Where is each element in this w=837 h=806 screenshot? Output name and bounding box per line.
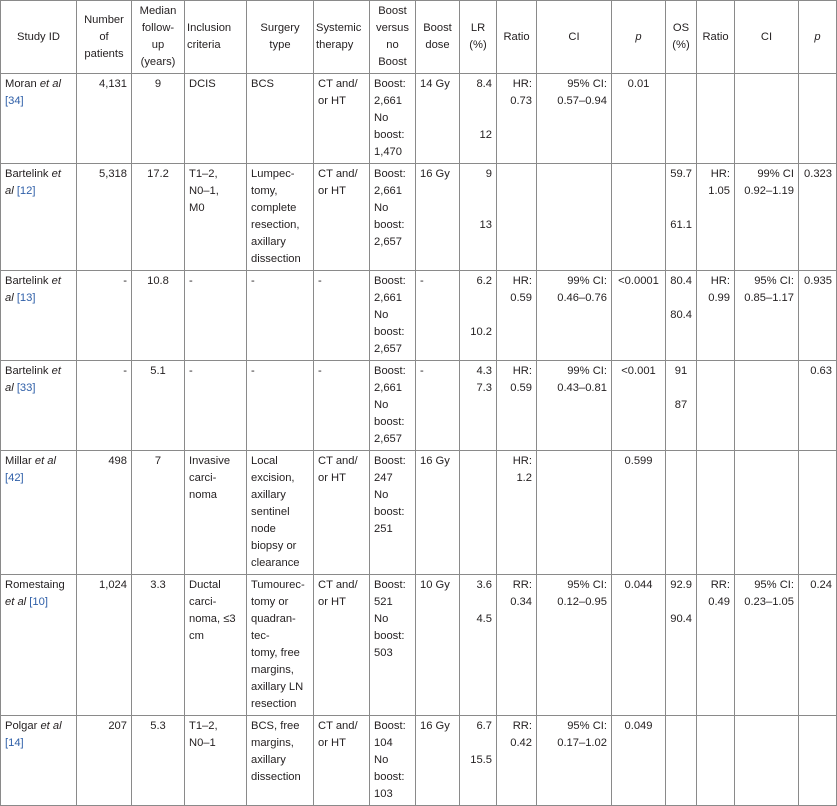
reference-link[interactable]: [13] bbox=[16, 292, 36, 304]
lr-boost-value: 6.2 bbox=[476, 275, 492, 287]
lr-boost-value: 4.3 bbox=[476, 365, 492, 377]
study-etal: et al bbox=[40, 720, 62, 732]
table-row bbox=[1, 575, 837, 716]
lr-ci-cell: 95% CI: 0.12–0.95 bbox=[537, 575, 612, 716]
os-p-cell bbox=[799, 716, 837, 806]
os-cell bbox=[666, 451, 697, 575]
table-row bbox=[1, 74, 837, 164]
lr-ci-cell bbox=[537, 451, 612, 575]
lr-boost-value: 9 bbox=[485, 168, 492, 180]
header-median-follow-up: Median follow- up (years) bbox=[132, 1, 185, 74]
os-ci-cell bbox=[735, 716, 799, 806]
surgery-cell: - bbox=[247, 271, 314, 361]
patients-cell: - bbox=[77, 271, 132, 361]
boost-cell: Boost: 247 No boost: 251 bbox=[370, 451, 416, 575]
boost-dose-cell: 16 Gy bbox=[416, 164, 460, 271]
study-etal: et al bbox=[34, 455, 56, 467]
systemic-cell: - bbox=[314, 361, 370, 451]
lr-cell bbox=[460, 164, 497, 271]
boost-cell: Boost: 2,661 No boost: 2,657 bbox=[370, 361, 416, 451]
lr-ratio-cell bbox=[497, 164, 537, 271]
os-ci-cell bbox=[735, 361, 799, 451]
study-etal: et al bbox=[39, 78, 61, 90]
header-inclusion-criteria: Inclusion criteria bbox=[185, 1, 247, 74]
header-os-percent: OS (%) bbox=[666, 1, 697, 74]
header-os-p: p bbox=[799, 1, 837, 74]
os-cell bbox=[666, 716, 697, 806]
inclusion-cell: T1–2, N0–1, M0 bbox=[185, 164, 247, 271]
lr-p-cell bbox=[612, 164, 666, 271]
lr-ratio-cell: RR: 0.42 bbox=[497, 716, 537, 806]
table-row bbox=[1, 271, 837, 361]
study-id-cell bbox=[1, 74, 77, 164]
table-row bbox=[1, 361, 837, 451]
study-id-cell bbox=[1, 575, 77, 716]
os-ratio-cell: HR: 1.05 bbox=[697, 164, 735, 271]
study-author: Bartelink bbox=[5, 275, 49, 287]
patients-cell: - bbox=[77, 361, 132, 451]
systemic-cell: CT and/ or HT bbox=[314, 451, 370, 575]
lr-cell bbox=[460, 361, 497, 451]
os-no-boost-value: 61.1 bbox=[670, 219, 692, 231]
os-no-boost-value: 90.4 bbox=[670, 613, 692, 625]
lr-p-cell: 0.044 bbox=[612, 575, 666, 716]
patients-cell: 207 bbox=[77, 716, 132, 806]
lr-boost-value: 3.6 bbox=[476, 579, 492, 591]
os-p-cell bbox=[799, 74, 837, 164]
patients-cell: 498 bbox=[77, 451, 132, 575]
boost-cell: Boost: 104 No boost: 103 bbox=[370, 716, 416, 806]
os-boost-value: 80.4 bbox=[670, 275, 692, 287]
lr-no-boost-value: 12 bbox=[479, 129, 492, 141]
reference-link[interactable]: [34] bbox=[5, 95, 24, 107]
boost-cell: Boost: 2,661 No boost: 1,470 bbox=[370, 74, 416, 164]
boost-dose-cell: 16 Gy bbox=[416, 451, 460, 575]
inclusion-cell: DCIS bbox=[185, 74, 247, 164]
study-id-cell bbox=[1, 164, 77, 271]
study-author: Bartelink bbox=[5, 365, 49, 377]
os-ratio-cell bbox=[697, 74, 735, 164]
follow-up-cell: 10.8 bbox=[132, 271, 185, 361]
lr-boost-value: 8.4 bbox=[476, 78, 492, 90]
patients-cell: 1,024 bbox=[77, 575, 132, 716]
boost-dose-cell: 16 Gy bbox=[416, 716, 460, 806]
lr-p-cell: 0.01 bbox=[612, 74, 666, 164]
lr-p-cell: 0.599 bbox=[612, 451, 666, 575]
table-row bbox=[1, 164, 837, 271]
surgery-cell: Local excision, axillary sentinel node biopsy or clearance bbox=[247, 451, 314, 575]
inclusion-cell: Ductal carci- noma, ≤3 cm bbox=[185, 575, 247, 716]
lr-ci-cell bbox=[537, 164, 612, 271]
os-ci-cell bbox=[735, 451, 799, 575]
os-p-cell: 0.24 bbox=[799, 575, 837, 716]
lr-cell bbox=[460, 74, 497, 164]
patients-cell: 5,318 bbox=[77, 164, 132, 271]
follow-up-cell: 17.2 bbox=[132, 164, 185, 271]
os-ci-cell bbox=[735, 74, 799, 164]
follow-up-cell: 5.1 bbox=[132, 361, 185, 451]
inclusion-cell: - bbox=[185, 361, 247, 451]
boost-cell: Boost: 2,661 No boost: 2,657 bbox=[370, 164, 416, 271]
boost-dose-cell: - bbox=[416, 361, 460, 451]
header-row bbox=[1, 1, 837, 74]
header-study-id: Study ID bbox=[1, 1, 77, 74]
os-cell bbox=[666, 575, 697, 716]
follow-up-cell: 3.3 bbox=[132, 575, 185, 716]
os-ratio-cell bbox=[697, 361, 735, 451]
surgery-cell: BCS, free margins, axillary dissection bbox=[247, 716, 314, 806]
study-id-cell bbox=[1, 361, 77, 451]
header-lr-ci: CI bbox=[537, 1, 612, 74]
lr-no-boost-value: 4.5 bbox=[476, 613, 492, 625]
study-etal: et al bbox=[5, 275, 61, 304]
lr-cell bbox=[460, 271, 497, 361]
header-lr-ratio: Ratio bbox=[497, 1, 537, 74]
header-os-ratio: Ratio bbox=[697, 1, 735, 74]
lr-cell bbox=[460, 451, 497, 575]
boost-dose-cell: 14 Gy bbox=[416, 74, 460, 164]
header-number-of-patients: Number of patients bbox=[77, 1, 132, 74]
study-etal: et al bbox=[5, 168, 61, 197]
boost-dose-cell: 10 Gy bbox=[416, 575, 460, 716]
lr-ratio-cell: HR: 0.59 bbox=[497, 361, 537, 451]
reference-link[interactable]: [12] bbox=[16, 185, 36, 197]
table-row bbox=[1, 716, 837, 806]
surgery-cell: Lumpec- tomy, complete resection, axillary dissection bbox=[247, 164, 314, 271]
reference-link[interactable]: [14] bbox=[5, 737, 24, 749]
surgery-cell: - bbox=[247, 361, 314, 451]
surgery-cell: BCS bbox=[247, 74, 314, 164]
study-author: Millar bbox=[5, 455, 32, 467]
reference-link[interactable]: [10] bbox=[29, 596, 48, 608]
study-author: Moran bbox=[5, 78, 37, 90]
lr-ratio-cell: HR: 0.73 bbox=[497, 74, 537, 164]
lr-boost-value: 6.7 bbox=[476, 720, 492, 732]
study-author: Romestaing bbox=[5, 579, 65, 591]
header-os-ci: CI bbox=[735, 1, 799, 74]
os-ratio-cell bbox=[697, 451, 735, 575]
lr-ratio-cell: RR: 0.34 bbox=[497, 575, 537, 716]
study-etal: et al bbox=[5, 365, 61, 394]
systemic-cell: CT and/ or HT bbox=[314, 74, 370, 164]
lr-ci-cell: 99% CI: 0.46–0.76 bbox=[537, 271, 612, 361]
study-author: Bartelink bbox=[5, 168, 49, 180]
systemic-cell: CT and/ or HT bbox=[314, 716, 370, 806]
lr-p-cell: <0.001 bbox=[612, 361, 666, 451]
header-surgery-type: Surgery type bbox=[247, 1, 314, 74]
boost-cell: Boost: 521 No boost: 503 bbox=[370, 575, 416, 716]
study-id-cell bbox=[1, 451, 77, 575]
os-no-boost-value: 80.4 bbox=[670, 309, 692, 321]
os-ci-cell: 95% CI: 0.85–1.17 bbox=[735, 271, 799, 361]
os-boost-value: 91 bbox=[674, 365, 688, 377]
lr-cell bbox=[460, 575, 497, 716]
header-systemic-therapy: Systemic therapy bbox=[314, 1, 370, 74]
os-p-cell: 0.935 bbox=[799, 271, 837, 361]
lr-no-boost-value: 15.5 bbox=[470, 754, 492, 766]
lr-no-boost-value: 10.2 bbox=[470, 326, 492, 338]
lr-ratio-cell: HR: 0.59 bbox=[497, 271, 537, 361]
boost-dose-cell: - bbox=[416, 271, 460, 361]
lr-p-cell: <0.0001 bbox=[612, 271, 666, 361]
study-etal: et al bbox=[5, 596, 27, 608]
os-cell bbox=[666, 271, 697, 361]
os-ci-cell: 99% CI 0.92–1.19 bbox=[735, 164, 799, 271]
os-cell bbox=[666, 164, 697, 271]
systemic-cell: CT and/ or HT bbox=[314, 164, 370, 271]
inclusion-cell: Invasive carci- noma bbox=[185, 451, 247, 575]
os-boost-value: 59.7 bbox=[670, 168, 692, 180]
study-id-cell bbox=[1, 716, 77, 806]
os-ratio-cell: RR: 0.49 bbox=[697, 575, 735, 716]
study-id-cell bbox=[1, 271, 77, 361]
lr-ratio-cell: HR: 1.2 bbox=[497, 451, 537, 575]
inclusion-cell: - bbox=[185, 271, 247, 361]
lr-cell bbox=[460, 716, 497, 806]
inclusion-cell: T1–2, N0–1 bbox=[185, 716, 247, 806]
systemic-cell: CT and/ or HT bbox=[314, 575, 370, 716]
lr-no-boost-value: 13 bbox=[479, 219, 492, 231]
reference-link[interactable]: [42] bbox=[5, 472, 24, 484]
boost-cell: Boost: 2,661 No boost: 2,657 bbox=[370, 271, 416, 361]
os-cell bbox=[666, 361, 697, 451]
os-p-cell: 0.323 bbox=[799, 164, 837, 271]
lr-ci-cell: 99% CI: 0.43–0.81 bbox=[537, 361, 612, 451]
header-boost-dose: Boost dose bbox=[416, 1, 460, 74]
follow-up-cell: 7 bbox=[132, 451, 185, 575]
header-lr-percent: LR (%) bbox=[460, 1, 497, 74]
os-cell bbox=[666, 74, 697, 164]
patients-cell: 4,131 bbox=[77, 74, 132, 164]
table-row bbox=[1, 451, 837, 575]
lr-ci-cell: 95% CI: 0.17–1.02 bbox=[537, 716, 612, 806]
os-no-boost-value: 87 bbox=[674, 399, 688, 411]
os-ratio-cell bbox=[697, 716, 735, 806]
lr-no-boost-value: 7.3 bbox=[476, 382, 492, 394]
os-ci-cell: 95% CI: 0.23–1.05 bbox=[735, 575, 799, 716]
systemic-cell: - bbox=[314, 271, 370, 361]
lr-p-cell: 0.049 bbox=[612, 716, 666, 806]
lr-ci-cell: 95% CI: 0.57–0.94 bbox=[537, 74, 612, 164]
os-p-cell bbox=[799, 451, 837, 575]
study-author: Polgar bbox=[5, 720, 38, 732]
os-ratio-cell: HR: 0.99 bbox=[697, 271, 735, 361]
os-boost-value: 92.9 bbox=[670, 579, 692, 591]
reference-link[interactable]: [33] bbox=[16, 382, 36, 394]
os-p-cell: 0.63 bbox=[799, 361, 837, 451]
surgery-cell: Tumourec- tomy or quadran- tec- tomy, free margins, axillary LN resection bbox=[247, 575, 314, 716]
follow-up-cell: 5.3 bbox=[132, 716, 185, 806]
follow-up-cell: 9 bbox=[132, 74, 185, 164]
header-boost-vs-no-boost: Boost versus no Boost bbox=[370, 1, 416, 74]
header-lr-p: p bbox=[612, 1, 666, 74]
